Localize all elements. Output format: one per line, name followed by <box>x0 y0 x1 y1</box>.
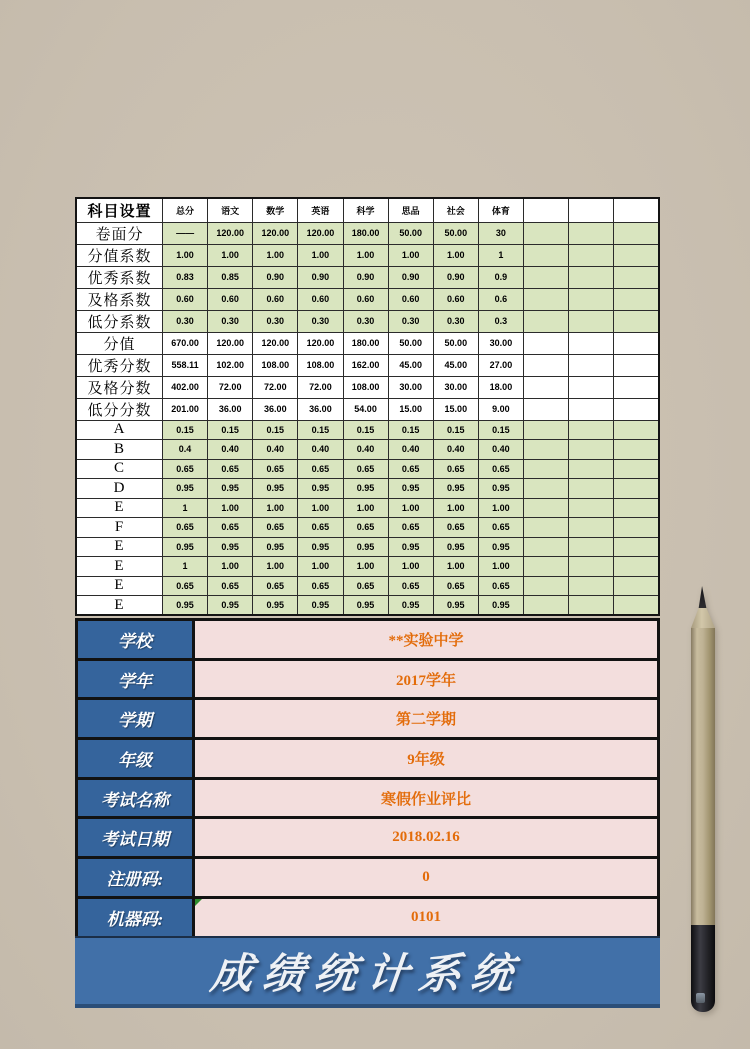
grid-column-header[interactable] <box>569 198 614 222</box>
grid-row-label[interactable]: 优秀分数 <box>76 354 163 376</box>
grid-cell[interactable]: 0.40 <box>388 440 433 460</box>
form-field-value[interactable]: 2017学年 <box>194 659 659 699</box>
grid-row-label[interactable]: F <box>76 518 163 538</box>
grid-cell[interactable]: 0.95 <box>388 596 433 616</box>
grid-cell[interactable]: 0.15 <box>433 420 478 440</box>
grid-cell[interactable]: 0.65 <box>208 518 253 538</box>
grid-cell[interactable] <box>569 420 614 440</box>
grid-row <box>76 354 659 376</box>
grid-cell[interactable] <box>524 288 569 310</box>
grid-cell[interactable]: 0.40 <box>343 440 388 460</box>
grid-cell[interactable] <box>569 596 614 616</box>
grid-cell[interactable]: 1.00 <box>208 557 253 577</box>
grid-cell[interactable]: 0.65 <box>253 576 298 596</box>
grid-row <box>76 332 659 354</box>
grid-cell[interactable] <box>569 222 614 244</box>
grid-cell[interactable] <box>614 518 659 538</box>
grid-cell[interactable]: 0.9 <box>478 266 523 288</box>
grid-cell[interactable]: 0.95 <box>433 596 478 616</box>
grid-cell[interactable]: 1.00 <box>343 244 388 266</box>
grid-cell[interactable] <box>569 332 614 354</box>
form-row <box>77 620 659 660</box>
grid-row-label[interactable]: E <box>76 498 163 518</box>
grid-cell[interactable]: 0.95 <box>433 479 478 499</box>
grid-cell[interactable]: 201.00 <box>163 398 208 420</box>
grid-cell[interactable]: 0.95 <box>298 596 343 616</box>
grid-cell[interactable]: 0.65 <box>163 459 208 479</box>
grid-cell[interactable]: 0.95 <box>343 537 388 557</box>
grid-cell[interactable]: 0.95 <box>208 596 253 616</box>
grid-cell[interactable]: 50.00 <box>433 222 478 244</box>
grid-cell[interactable]: 0.95 <box>253 596 298 616</box>
system-title: 成绩统计系统 <box>208 952 526 998</box>
grid-cell[interactable]: 1.00 <box>388 557 433 577</box>
grid-cell[interactable]: 27.00 <box>478 354 523 376</box>
grid-cell[interactable]: 1.00 <box>298 244 343 266</box>
grid-cell[interactable]: 1.00 <box>208 244 253 266</box>
system-title-banner <box>75 936 660 1008</box>
grid-cell[interactable] <box>524 498 569 518</box>
exam-info-form <box>75 618 660 939</box>
grid-cell[interactable]: 0.90 <box>343 266 388 288</box>
grid-cell[interactable]: 120.00 <box>253 222 298 244</box>
grid-column-header[interactable] <box>524 198 569 222</box>
grid-cell[interactable]: 0.60 <box>298 288 343 310</box>
grid-cell[interactable]: 0.15 <box>208 420 253 440</box>
subject-settings-table <box>75 197 660 616</box>
exam-info-body <box>77 620 659 938</box>
grid-cell[interactable] <box>524 310 569 332</box>
grid-cell[interactable]: 72.00 <box>253 376 298 398</box>
grid-cell[interactable] <box>614 479 659 499</box>
grid-cell[interactable]: 0.95 <box>478 537 523 557</box>
grid-cell[interactable]: 0.83 <box>163 266 208 288</box>
grid-cell[interactable]: 0.65 <box>388 576 433 596</box>
grid-column-header[interactable] <box>614 198 659 222</box>
grid-cell[interactable]: 0.15 <box>478 420 523 440</box>
form-field-value[interactable]: **实验中学 <box>194 620 659 660</box>
grid-cell[interactable]: 1 <box>163 498 208 518</box>
grid-cell[interactable]: 120.00 <box>253 332 298 354</box>
grid-cell[interactable]: 0.65 <box>298 576 343 596</box>
grid-row-label[interactable]: A <box>76 420 163 440</box>
grid-row <box>76 518 659 538</box>
form-field-label: 注册码: <box>77 858 194 898</box>
grid-row <box>76 459 659 479</box>
grid-cell[interactable]: 0.15 <box>388 420 433 440</box>
grid-cell[interactable]: 1.00 <box>343 557 388 577</box>
grid-cell[interactable]: 1.00 <box>343 498 388 518</box>
form-field-label: 机器码: <box>77 897 194 937</box>
grid-cell[interactable] <box>614 332 659 354</box>
grid-cell[interactable]: 45.00 <box>433 354 478 376</box>
grid-cell[interactable] <box>614 266 659 288</box>
grid-cell[interactable]: 1.00 <box>433 244 478 266</box>
grid-cell[interactable]: 0.65 <box>208 576 253 596</box>
grid-cell[interactable]: 0.65 <box>298 459 343 479</box>
grid-cell[interactable]: 102.00 <box>208 354 253 376</box>
grid-cell[interactable]: 0.95 <box>343 596 388 616</box>
grid-cell[interactable]: 1.00 <box>208 498 253 518</box>
grid-cell[interactable]: 0.60 <box>163 288 208 310</box>
grid-row <box>76 398 659 420</box>
grid-cell[interactable]: 0.30 <box>253 310 298 332</box>
grid-row-label[interactable]: 优秀系数 <box>76 266 163 288</box>
grid-cell[interactable]: 0.60 <box>253 288 298 310</box>
grid-cell[interactable] <box>614 557 659 577</box>
grid-cell[interactable]: 0.60 <box>388 288 433 310</box>
grid-cell[interactable]: 15.00 <box>433 398 478 420</box>
grid-cell[interactable] <box>569 576 614 596</box>
grid-row-label[interactable]: 卷面分 <box>76 222 163 244</box>
grid-cell[interactable] <box>569 398 614 420</box>
grid-row <box>76 310 659 332</box>
grid-cell[interactable]: 0.65 <box>253 518 298 538</box>
grid-cell[interactable] <box>524 332 569 354</box>
grid-cell[interactable]: 0.65 <box>253 459 298 479</box>
form-row <box>77 739 659 779</box>
grid-cell[interactable]: 0.95 <box>388 537 433 557</box>
grid-cell[interactable] <box>614 596 659 616</box>
grid-cell[interactable]: 558.11 <box>163 354 208 376</box>
grid-row-label[interactable]: 低分分数 <box>76 398 163 420</box>
grid-cell[interactable] <box>614 537 659 557</box>
grid-cell[interactable] <box>614 310 659 332</box>
grid-cell[interactable] <box>569 288 614 310</box>
grid-row-label[interactable]: D <box>76 479 163 499</box>
grid-cell[interactable] <box>524 440 569 460</box>
grid-cell[interactable]: 1 <box>478 244 523 266</box>
grid-cell[interactable]: 0.65 <box>478 576 523 596</box>
form-row <box>77 897 659 937</box>
grid-cell[interactable]: 0.65 <box>163 576 208 596</box>
pencil-body <box>691 628 715 925</box>
grid-cell[interactable]: 0.6 <box>478 288 523 310</box>
grid-cell[interactable] <box>524 266 569 288</box>
grid-row-label[interactable]: E <box>76 576 163 596</box>
grid-cell[interactable]: 0.40 <box>208 440 253 460</box>
grid-cell[interactable] <box>614 498 659 518</box>
grid-cell[interactable] <box>569 244 614 266</box>
grid-cell[interactable]: 0.60 <box>208 288 253 310</box>
grid-cell[interactable]: 30.00 <box>388 376 433 398</box>
grid-cell[interactable]: 180.00 <box>343 222 388 244</box>
grid-cell[interactable]: 1.00 <box>298 557 343 577</box>
grid-cell[interactable]: 0.95 <box>478 596 523 616</box>
grid-cell[interactable] <box>614 576 659 596</box>
grid-cell[interactable] <box>524 376 569 398</box>
grid-row <box>76 498 659 518</box>
grid-cell[interactable]: 0.85 <box>208 266 253 288</box>
grid-cell[interactable]: 0.95 <box>163 596 208 616</box>
grid-cell[interactable] <box>524 244 569 266</box>
grid-cell[interactable]: 0.90 <box>433 266 478 288</box>
grid-cell[interactable]: 50.00 <box>388 222 433 244</box>
grid-row-label[interactable]: 分值 <box>76 332 163 354</box>
grid-row <box>76 222 659 244</box>
grid-row <box>76 479 659 499</box>
grid-cell[interactable]: 0.95 <box>478 479 523 499</box>
grid-row <box>76 288 659 310</box>
grid-cell[interactable]: 72.00 <box>298 376 343 398</box>
grid-cell[interactable]: 108.00 <box>298 354 343 376</box>
form-row <box>77 659 659 699</box>
grid-cell[interactable]: 1.00 <box>253 244 298 266</box>
grid-cell[interactable]: 0.15 <box>253 420 298 440</box>
grid-cell[interactable]: 0.95 <box>163 537 208 557</box>
grid-cell[interactable]: 0.30 <box>388 310 433 332</box>
grid-cell[interactable]: 0.65 <box>343 518 388 538</box>
grid-cell[interactable]: 0.65 <box>478 518 523 538</box>
form-row <box>77 778 659 818</box>
grid-cell[interactable]: 0.95 <box>163 479 208 499</box>
grid-cell[interactable]: 50.00 <box>433 332 478 354</box>
grid-cell[interactable]: 0.40 <box>433 440 478 460</box>
grid-cell[interactable]: 30.00 <box>433 376 478 398</box>
grid-cell[interactable]: 180.00 <box>343 332 388 354</box>
grid-cell[interactable] <box>569 310 614 332</box>
grid-cell[interactable]: 1.00 <box>253 498 298 518</box>
grid-cell[interactable]: 15.00 <box>388 398 433 420</box>
form-field-value[interactable]: 9年级 <box>194 739 659 779</box>
grid-cell[interactable] <box>569 266 614 288</box>
grid-cell[interactable]: 1.00 <box>433 557 478 577</box>
grid-cell[interactable]: 0.65 <box>208 459 253 479</box>
grid-cell[interactable]: 0.95 <box>208 479 253 499</box>
grid-cell[interactable]: 0.65 <box>343 459 388 479</box>
grid-row-label[interactable]: C <box>76 459 163 479</box>
grid-cell[interactable]: 0.15 <box>298 420 343 440</box>
grid-column-header[interactable]: 思品 <box>388 198 433 222</box>
grid-cell[interactable]: 0.3 <box>478 310 523 332</box>
grid-cell[interactable]: 0.30 <box>343 310 388 332</box>
grid-cell[interactable]: 1.00 <box>433 498 478 518</box>
grid-cell[interactable] <box>569 498 614 518</box>
grid-cell[interactable] <box>524 354 569 376</box>
form-field-label: 学期 <box>77 699 194 739</box>
grid-cell[interactable] <box>569 354 614 376</box>
grid-cell[interactable] <box>614 420 659 440</box>
grid-cell[interactable]: 36.00 <box>298 398 343 420</box>
grid-row <box>76 420 659 440</box>
grid-cell[interactable]: 1.00 <box>298 498 343 518</box>
pencil-icon <box>691 586 715 1012</box>
grid-cell[interactable]: 0.40 <box>253 440 298 460</box>
grid-column-header[interactable]: 总分 <box>163 198 208 222</box>
form-field-label: 学年 <box>77 659 194 699</box>
grid-cell[interactable]: 108.00 <box>253 354 298 376</box>
grid-cell[interactable] <box>614 398 659 420</box>
grid-row <box>76 244 659 266</box>
grid-column-header[interactable]: 英语 <box>298 198 343 222</box>
grid-column-header[interactable]: 社会 <box>433 198 478 222</box>
grid-cell[interactable] <box>524 557 569 577</box>
grid-cell[interactable]: 0.65 <box>298 518 343 538</box>
grid-cell[interactable]: 1.00 <box>478 557 523 577</box>
grid-row-label[interactable]: 分值系数 <box>76 244 163 266</box>
grid-cell[interactable]: 120.00 <box>298 222 343 244</box>
text-format-flag-icon <box>195 899 202 906</box>
grid-row-label[interactable]: E <box>76 537 163 557</box>
form-field-label: 年级 <box>77 739 194 779</box>
grid-cell[interactable]: 1.00 <box>388 244 433 266</box>
grid-cell[interactable]: 108.00 <box>343 376 388 398</box>
grid-row <box>76 596 659 616</box>
grid-cell[interactable]: 120.00 <box>208 222 253 244</box>
grid-corner-header[interactable]: 科目设置 <box>76 198 163 222</box>
pencil-wood-cone <box>691 608 715 628</box>
grid-cell[interactable]: 0.95 <box>253 479 298 499</box>
grid-cell[interactable]: 50.00 <box>388 332 433 354</box>
grid-cell[interactable]: —— <box>163 222 208 244</box>
grid-cell[interactable] <box>614 376 659 398</box>
grid-row-label[interactable]: 低分系数 <box>76 310 163 332</box>
grid-column-header[interactable]: 科学 <box>343 198 388 222</box>
grid-cell[interactable]: 0.30 <box>163 310 208 332</box>
grid-cell[interactable]: 0.40 <box>298 440 343 460</box>
grid-cell[interactable]: 0.40 <box>478 440 523 460</box>
grid-cell[interactable]: 0.95 <box>298 479 343 499</box>
form-field-value[interactable]: 寒假作业评比 <box>194 778 659 818</box>
grid-cell[interactable]: 0.95 <box>388 479 433 499</box>
grid-cell[interactable]: 0.95 <box>208 537 253 557</box>
form-row <box>77 858 659 898</box>
grid-cell[interactable] <box>614 354 659 376</box>
grid-cell[interactable]: 1 <box>163 557 208 577</box>
grid-column-header[interactable]: 语文 <box>208 198 253 222</box>
grid-column-header[interactable]: 体育 <box>478 198 523 222</box>
grid-cell[interactable]: 0.95 <box>343 479 388 499</box>
grid-cell[interactable] <box>569 376 614 398</box>
grid-cell[interactable] <box>614 222 659 244</box>
grid-cell[interactable] <box>524 537 569 557</box>
grid-cell[interactable] <box>524 222 569 244</box>
grid-cell[interactable]: 0.65 <box>388 518 433 538</box>
grid-cell[interactable]: 0.65 <box>388 459 433 479</box>
grid-cell[interactable] <box>614 244 659 266</box>
grid-column-header[interactable]: 数学 <box>253 198 298 222</box>
pencil-graphite-tip <box>691 586 715 608</box>
form-field-value[interactable]: 0 <box>194 858 659 898</box>
grid-cell[interactable]: 1.00 <box>478 498 523 518</box>
grid-row <box>76 376 659 398</box>
grid-cell[interactable]: 0.4 <box>163 440 208 460</box>
grid-cell[interactable] <box>569 440 614 460</box>
grid-cell[interactable] <box>569 537 614 557</box>
grid-row-label[interactable]: E <box>76 557 163 577</box>
grid-cell[interactable]: 18.00 <box>478 376 523 398</box>
grid-cell[interactable] <box>569 459 614 479</box>
grid-cell[interactable]: 1.00 <box>253 557 298 577</box>
grid-cell[interactable]: 162.00 <box>343 354 388 376</box>
grid-cell[interactable]: 0.90 <box>253 266 298 288</box>
grid-cell[interactable]: 54.00 <box>343 398 388 420</box>
grid-row <box>76 557 659 577</box>
grid-cell[interactable]: 30 <box>478 222 523 244</box>
grid-cell[interactable]: 0.30 <box>298 310 343 332</box>
subject-settings-body <box>76 198 659 615</box>
grid-cell[interactable] <box>524 479 569 499</box>
form-field-label: 考试名称 <box>77 778 194 818</box>
grid-cell[interactable]: 670.00 <box>163 332 208 354</box>
grid-cell[interactable] <box>569 479 614 499</box>
grid-cell[interactable]: 0.90 <box>298 266 343 288</box>
grid-cell[interactable]: 0.65 <box>343 576 388 596</box>
grid-cell[interactable]: 0.30 <box>433 310 478 332</box>
grid-cell[interactable] <box>614 459 659 479</box>
grid-cell[interactable]: 9.00 <box>478 398 523 420</box>
grid-row <box>76 440 659 460</box>
grid-cell[interactable]: 1.00 <box>163 244 208 266</box>
grid-cell[interactable]: 45.00 <box>388 354 433 376</box>
grid-cell[interactable]: 0.30 <box>208 310 253 332</box>
form-field-label: 学校 <box>77 620 194 660</box>
pencil-end-cap <box>691 925 715 1012</box>
grid-row-label[interactable]: B <box>76 440 163 460</box>
grid-cell[interactable] <box>524 420 569 440</box>
grid-cell[interactable]: 402.00 <box>163 376 208 398</box>
grid-cell[interactable]: 120.00 <box>298 332 343 354</box>
grid-cell[interactable] <box>614 288 659 310</box>
grid-row <box>76 266 659 288</box>
grid-row-label[interactable]: 及格系数 <box>76 288 163 310</box>
grid-cell[interactable]: 0.15 <box>343 420 388 440</box>
grid-cell[interactable]: 0.65 <box>163 518 208 538</box>
grid-cell[interactable] <box>524 596 569 616</box>
form-row <box>77 818 659 858</box>
grid-cell[interactable]: 0.60 <box>433 288 478 310</box>
pencil-cap-shine <box>696 993 705 1003</box>
grid-cell[interactable]: 0.95 <box>298 537 343 557</box>
form-field-label: 考试日期 <box>77 818 194 858</box>
form-field-value[interactable]: 2018.02.16 <box>194 818 659 858</box>
grid-cell[interactable]: 0.95 <box>253 537 298 557</box>
grid-row-label[interactable]: E <box>76 596 163 616</box>
grid-cell[interactable] <box>524 398 569 420</box>
grid-cell[interactable] <box>614 440 659 460</box>
grid-cell[interactable] <box>569 557 614 577</box>
form-row <box>77 699 659 739</box>
grid-cell[interactable]: 0.65 <box>433 576 478 596</box>
form-field-value[interactable]: 0101 <box>194 897 659 937</box>
grid-cell[interactable]: 72.00 <box>208 376 253 398</box>
grid-cell[interactable]: 0.15 <box>163 420 208 440</box>
grid-cell[interactable]: 0.65 <box>433 518 478 538</box>
grid-cell[interactable] <box>524 459 569 479</box>
grid-row <box>76 537 659 557</box>
grid-cell[interactable]: 0.65 <box>478 459 523 479</box>
grid-cell[interactable] <box>569 518 614 538</box>
grid-row <box>76 576 659 596</box>
grid-cell[interactable]: 0.90 <box>388 266 433 288</box>
grid-cell[interactable]: 1.00 <box>388 498 433 518</box>
grid-cell[interactable]: 36.00 <box>253 398 298 420</box>
grid-cell[interactable]: 0.95 <box>433 537 478 557</box>
grid-cell[interactable] <box>524 576 569 596</box>
grid-cell[interactable]: 36.00 <box>208 398 253 420</box>
grid-cell[interactable]: 0.60 <box>343 288 388 310</box>
grid-cell[interactable]: 0.65 <box>433 459 478 479</box>
grid-row-label[interactable]: 及格分数 <box>76 376 163 398</box>
grid-cell[interactable]: 30.00 <box>478 332 523 354</box>
form-field-value[interactable]: 第二学期 <box>194 699 659 739</box>
grid-cell[interactable]: 120.00 <box>208 332 253 354</box>
grid-cell[interactable] <box>524 518 569 538</box>
